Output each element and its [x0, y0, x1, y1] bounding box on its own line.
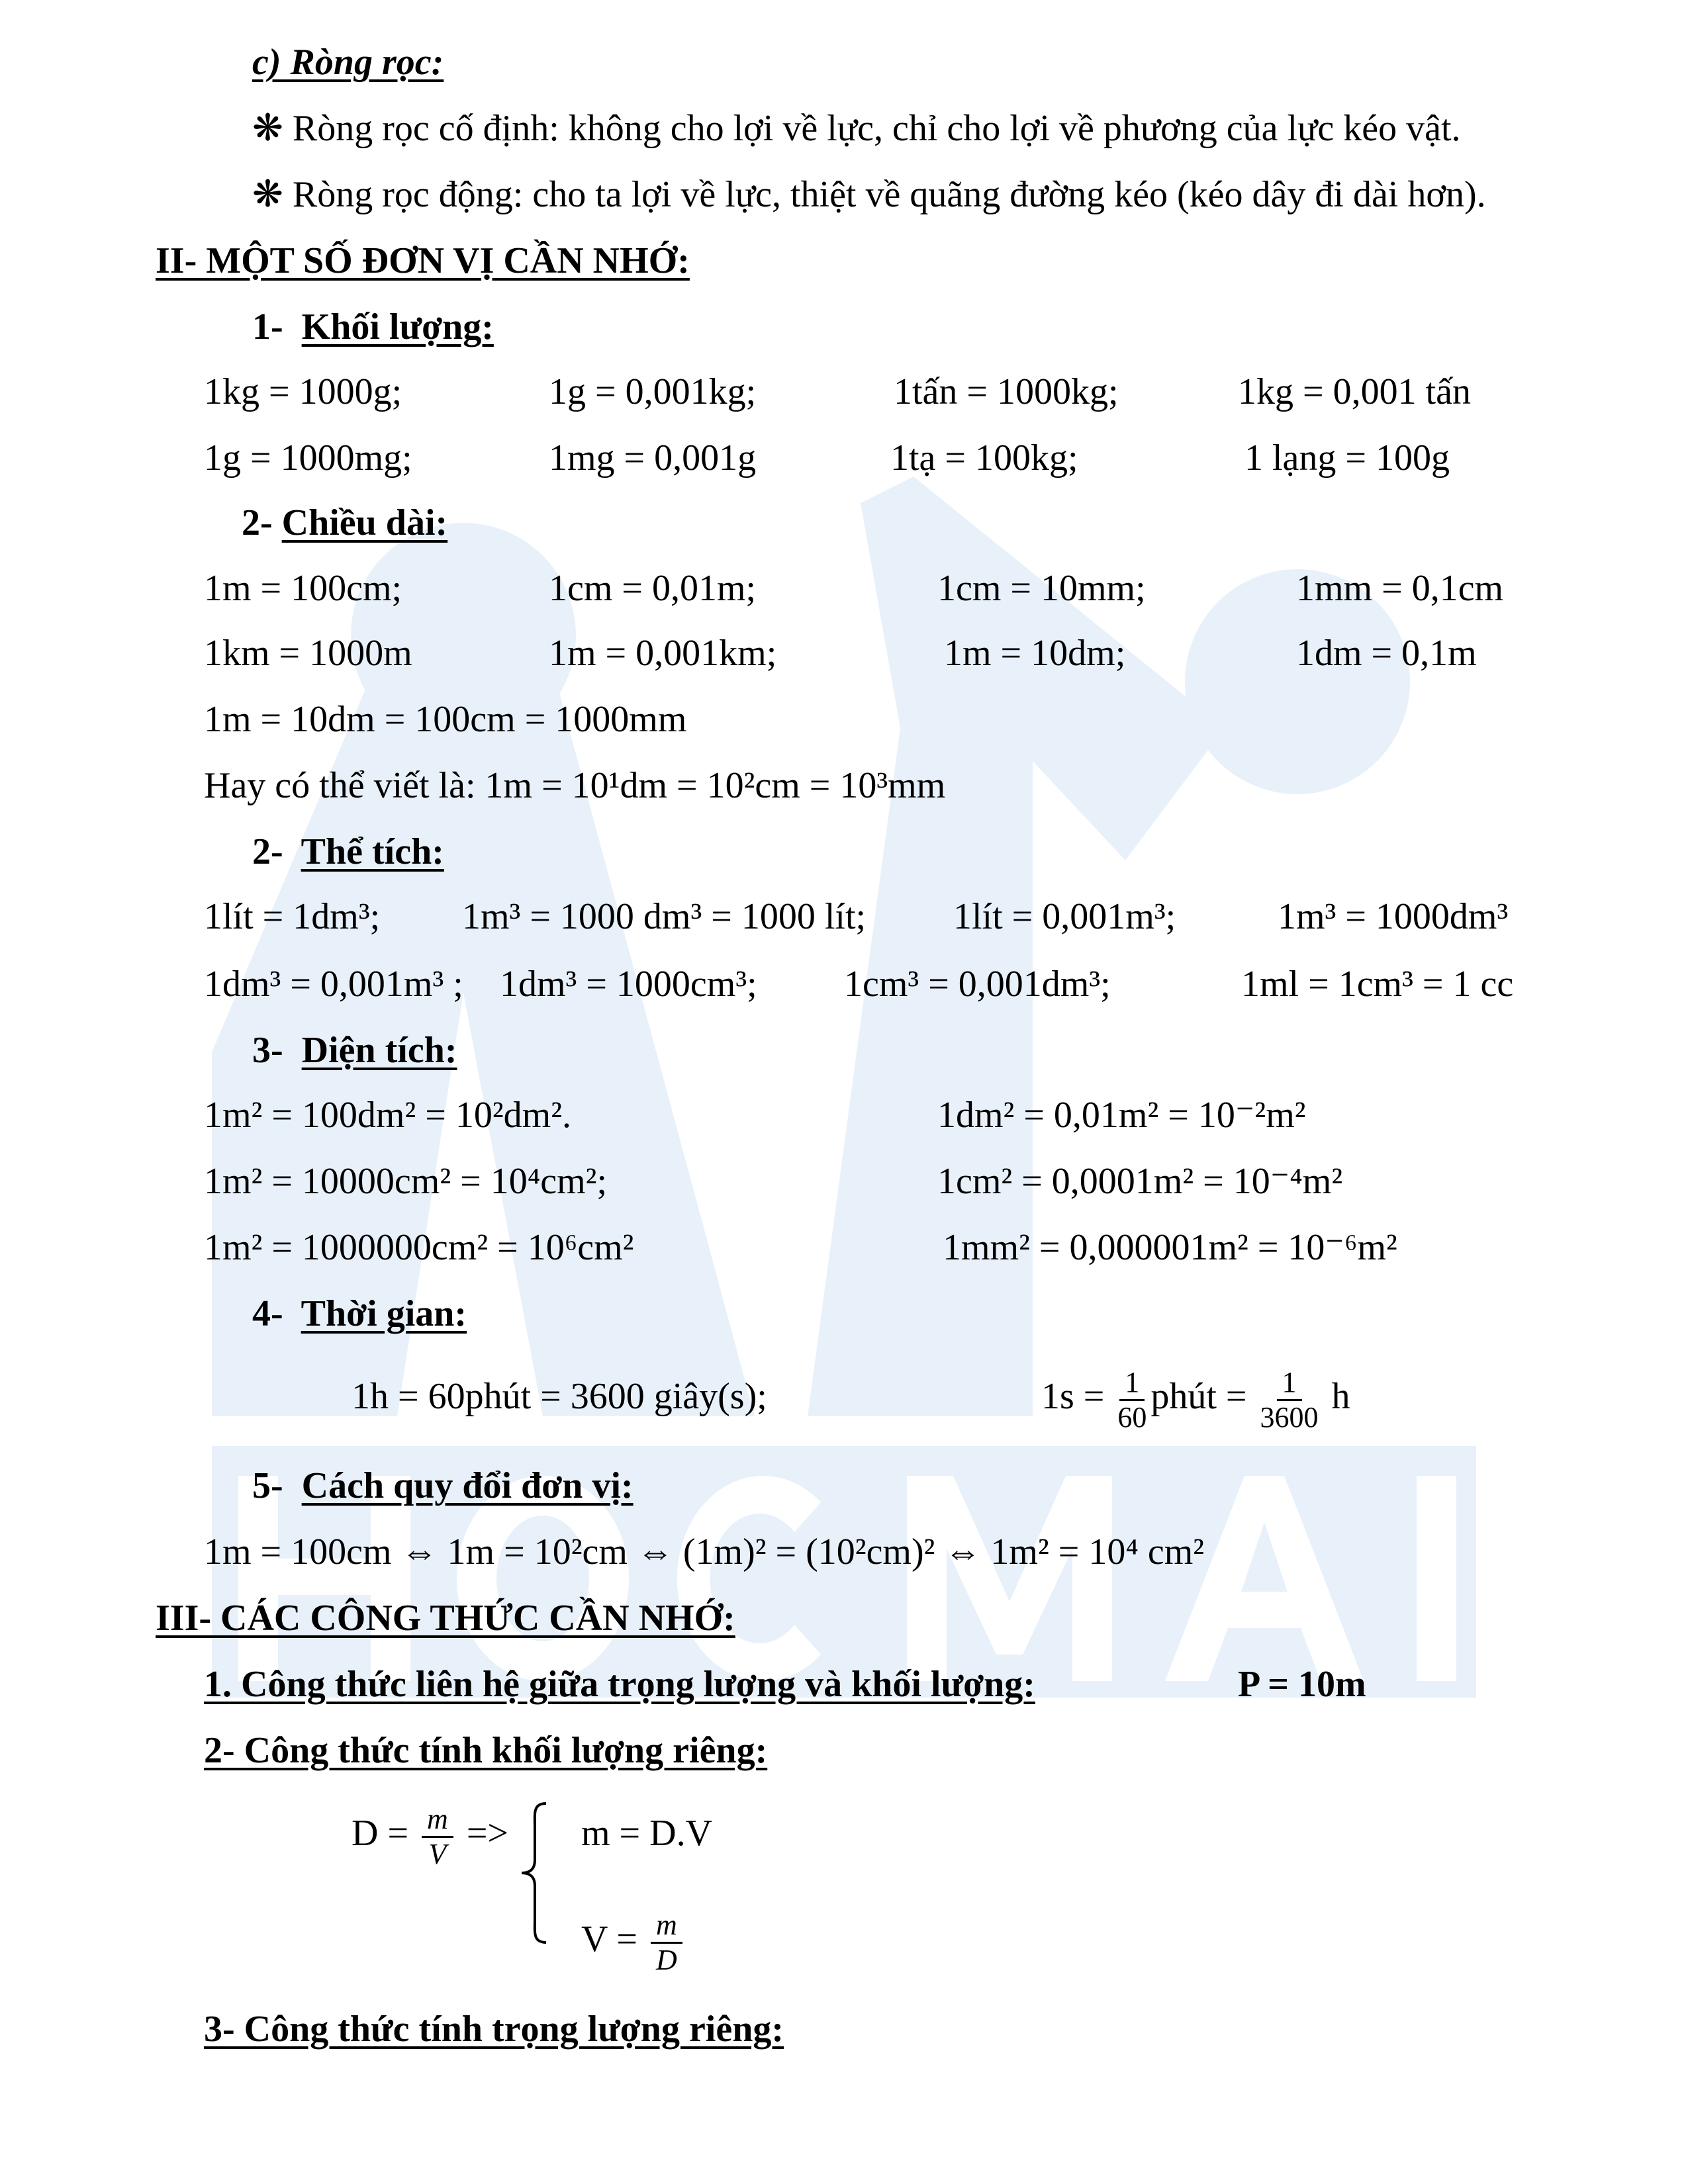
equation: 1m = 100cm; — [204, 568, 402, 609]
equation: 1mg = 0,001g — [549, 437, 757, 478]
numerator: m — [651, 1909, 682, 1944]
numerator: m — [422, 1803, 453, 1838]
equation: 1dm³ = 1000cm³; — [500, 964, 757, 1005]
subheading-conversion — [252, 1463, 633, 1509]
subheading-mass — [252, 304, 494, 350]
equation: 1m = 0,001km; — [549, 633, 777, 674]
equation: 1dm = 0,1m — [1296, 633, 1477, 674]
numerator: 1 — [1277, 1366, 1302, 1401]
subheading-title: Diện tích: — [301, 1030, 457, 1071]
equation: 1cm² = 0,0001m² = 10⁻⁴m² — [937, 1161, 1343, 1202]
subheading-volume — [252, 829, 444, 875]
time-fraction-equation — [1041, 1357, 1350, 1436]
equation: 1kg = 1000g; — [204, 371, 402, 412]
equation: 1 lạng = 100g — [1244, 437, 1450, 478]
formula-title-density: 2- Công thức tính khối lượng riêng: — [204, 1730, 768, 1771]
subheading-title: Thời gian: — [301, 1293, 467, 1334]
equation: 1m = 10dm; — [944, 633, 1126, 674]
equation: 1m³ = 1000 dm³ = 1000 lít; — [462, 896, 867, 937]
equation: 1m³ = 1000dm³ — [1278, 896, 1509, 937]
equation-part: D = — [352, 1813, 409, 1854]
equation: 1cm³ = 0,001dm³; — [844, 964, 1111, 1005]
equation: 1dm² = 0,01m² = 10⁻²m² — [937, 1095, 1306, 1136]
pulley-item — [252, 171, 1486, 218]
implies-arrow: => — [466, 1813, 508, 1854]
equation: 1tấn = 1000kg; — [894, 371, 1119, 412]
section-heading-formulas: III- CÁC CÔNG THỨC CẦN NHỚ: — [156, 1598, 735, 1639]
equation: 1km = 1000m — [204, 633, 412, 674]
equation-part: V = — [581, 1919, 638, 1960]
equation: 1g = 0,001kg; — [549, 371, 757, 412]
subheading-time — [252, 1291, 467, 1337]
denominator: D — [656, 1943, 677, 1976]
equation: 1kg = 0,001 tấn — [1238, 371, 1471, 412]
subheading-number: 4- — [252, 1293, 283, 1334]
subheading-length — [242, 500, 447, 546]
pulley-item-text: Ròng rọc cố định: không cho lợi về lực, chỉ cho lợi về phương của lực kéo vật. — [292, 108, 1461, 149]
denominator: V — [428, 1837, 447, 1870]
equation: Hay có thể viết là: 1m = 10¹dm = 10²cm = 10³mm — [204, 765, 946, 806]
subheading-number: 3- — [252, 1030, 283, 1071]
equation: 1mm² = 0,000001m² = 10⁻⁶m² — [943, 1227, 1397, 1268]
formula-title-weight: 1. Công thức liên hệ giữa trọng lượng và khối lượng: — [204, 1664, 1035, 1705]
equation: 1g = 1000mg; — [204, 437, 412, 478]
subheading-number: 1- — [252, 306, 283, 347]
pulley-item — [252, 105, 1461, 152]
equation: 1ml = 1cm³ = 1 cc — [1241, 964, 1514, 1005]
equation: 1cm = 10mm; — [937, 568, 1146, 609]
subheading-number: 2- — [242, 502, 273, 543]
brace-icon — [516, 1800, 556, 1946]
equation-part: 1s = — [1041, 1376, 1105, 1417]
section-heading-units: II- MỘT SỐ ĐƠN VỊ CẦN NHỚ: — [156, 240, 690, 281]
fraction — [422, 1803, 453, 1871]
denominator: 60 — [1117, 1400, 1147, 1433]
formula-title-specific-weight: 3- Công thức tính trọng lượng riêng: — [204, 2009, 784, 2050]
bullet-icon: ❋ — [252, 174, 293, 215]
equation: 1mm = 0,1cm — [1296, 568, 1504, 609]
subheading-number: 5- — [252, 1465, 283, 1506]
equation-part: h — [1331, 1376, 1350, 1417]
fraction — [1260, 1366, 1319, 1434]
equation: m = D.V — [581, 1813, 713, 1854]
formula-weight: P = 10m — [1238, 1664, 1366, 1705]
equation: 1tạ = 100kg; — [890, 437, 1078, 478]
fraction — [1117, 1366, 1147, 1434]
numerator: 1 — [1119, 1366, 1145, 1401]
equation: 1lít = 1dm³; — [204, 896, 381, 937]
equation: 1m² = 10000cm² = 10⁴cm²; — [204, 1161, 607, 1202]
equation: 1cm = 0,01m; — [549, 568, 757, 609]
equation: 1dm³ = 0,001m³ ; — [204, 964, 463, 1005]
fraction — [651, 1909, 682, 1977]
pulley-heading: c) Ròng rọc: — [252, 42, 444, 83]
equation: 1m = 10dm = 100cm = 1000mm — [204, 699, 687, 740]
pulley-item-text: Ròng rọc động: cho ta lợi về lực, thiệt về quãng đường kéo (kéo dây đi dài hơn). — [292, 174, 1486, 215]
denominator: 3600 — [1260, 1400, 1319, 1433]
subheading-title: Thể tích: — [301, 831, 444, 872]
equation-part: phút = — [1150, 1376, 1247, 1417]
equation: 1m = 100cm ⇔ 1m = 10²cm ⇔ (1m)² = (10²cm)² ⇔ 1m² = 10⁴ cm² — [204, 1531, 1205, 1572]
subheading-number: 2- — [252, 831, 283, 872]
equation: 1h = 60phút = 3600 giây(s); — [352, 1376, 767, 1417]
equation: 1m² = 1000000cm² = 10⁶cm² — [204, 1227, 634, 1268]
equation: 1lít = 0,001m³; — [953, 896, 1176, 937]
bullet-icon: ❋ — [252, 108, 293, 149]
density-case-volume — [581, 1899, 686, 1979]
subheading-area — [252, 1027, 457, 1073]
subheading-title: Chiều dài: — [281, 502, 448, 543]
subheading-title: Cách quy đổi đơn vị: — [301, 1465, 633, 1506]
density-formula — [352, 1794, 508, 1873]
subheading-title: Khối lượng: — [301, 306, 494, 347]
equation: 1m² = 100dm² = 10²dm². — [204, 1095, 571, 1136]
